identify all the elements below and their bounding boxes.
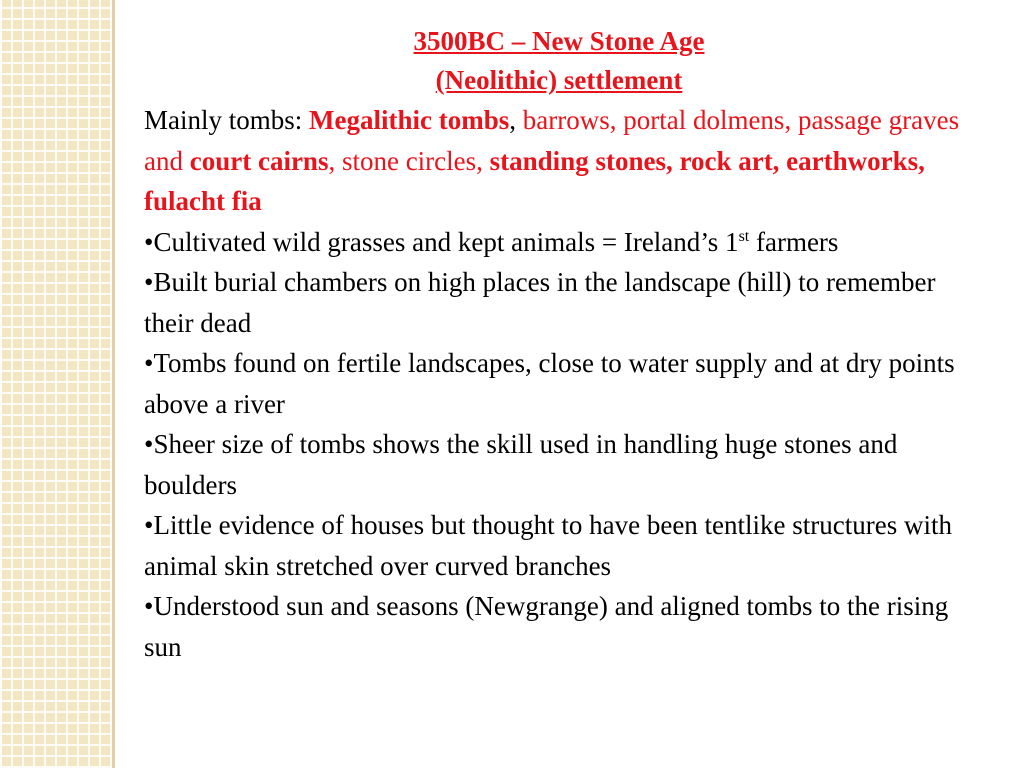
barrows-list: barrows, portal dolmens, passage graves and bbox=[144, 105, 960, 176]
bullet-1-tail: farmers bbox=[749, 226, 839, 257]
stone-circles-text: , stone circles, bbox=[328, 145, 490, 176]
intro-paragraph bbox=[144, 100, 974, 222]
bullet-1-text: •Cultivated wild grasses and kept animals = Ireland’s 1 bbox=[144, 226, 739, 257]
bullet-item-2: •Built burial chambers on high places in the landscape (hill) to remember their dead bbox=[144, 267, 936, 338]
bullet-1-superscript: st bbox=[738, 227, 750, 245]
intro-comma: , bbox=[509, 105, 516, 135]
slide-title bbox=[144, 22, 974, 100]
bullet-item-4: •Sheer size of tombs shows the skill used in handling huge stones and boulders bbox=[144, 429, 898, 500]
intro-prefix: Mainly tombs: bbox=[144, 105, 310, 135]
bullet-item-3: •Tombs found on fertile landscapes, close to water supply and at dry points above a river bbox=[144, 348, 955, 419]
title-line-2: (Neolithic) settlement bbox=[435, 65, 683, 95]
standing-stones-term: standing stones, rock art, earthworks, fulacht fia bbox=[144, 145, 925, 216]
bullet-item-5: •Little evidence of houses but thought to have been tentlike structures with animal skin stretched over curved branches bbox=[144, 510, 952, 581]
bullet-item-6: •Understood sun and seasons (Newgrange) and aligned tombs to the rising sun bbox=[144, 591, 949, 662]
bullet-item-1 bbox=[144, 222, 974, 263]
title-line-1: 3500BC – New Stone Age bbox=[413, 26, 705, 56]
side-pattern-edge bbox=[112, 0, 115, 768]
decorative-side-pattern bbox=[0, 0, 112, 768]
slide-content bbox=[144, 22, 974, 667]
court-cairns-term: court cairns bbox=[189, 145, 329, 176]
megalithic-tombs-term: Megalithic tombs bbox=[309, 105, 510, 135]
